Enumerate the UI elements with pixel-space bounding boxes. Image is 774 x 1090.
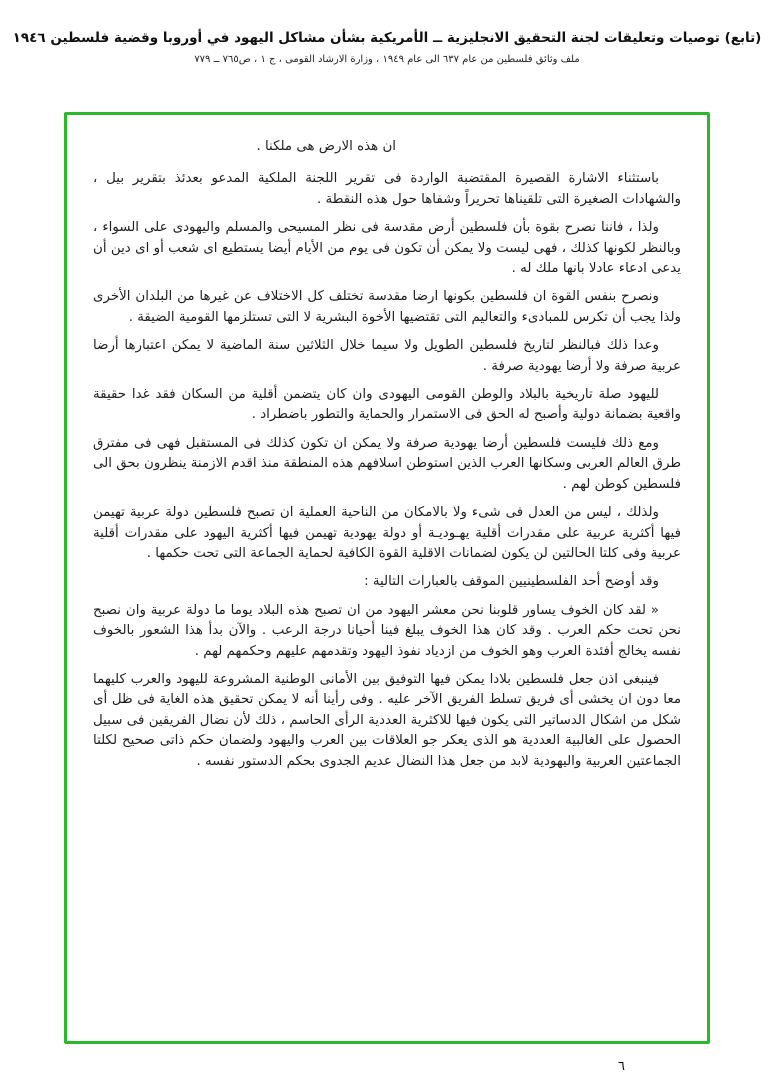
- page-header: [0, 0, 774, 65]
- document-frame: [64, 112, 710, 1044]
- paragraph-opening: ان هذه الارض هى ملكنا .: [256, 139, 396, 154]
- paragraph: لليهود صلة تاريخية بالبلاد والوطن القومى اليهودى وان كان يتضمن أقلية من السكان فقد غدا حقيقة واقعية بضمانة دولية وأصبح له الحق فى الاستمرار والحماية والتطور باضطراد .: [93, 387, 681, 423]
- page-number: ٦: [618, 1059, 625, 1074]
- paragraph: وعدا ذلك فبالنظر لتاريخ فلسطين الطويل ولا سيما خلال الثلاثين سنة الماضية لا يمكن اعتبارها أرضا عربية صرفة ولا أرضا يهودية صرفة .: [93, 338, 681, 374]
- paragraph: فينبغى اذن جعل فلسطين بلادا يمكن فيها التوفيق بين الأمانى الوطنية المشروعة لليهود والعرب كليهما معا دون ان يخشى أى فريق تسلط الفريق الآخر عليه . وفى رأينا أنه لا يمكن تحقيق هذه الغاية فى ظل أى شكل من اشكال الدساتير التى يكون فيها للاكثرية العددية الرأى الحاسم ، ذلك لأن نضال الفريقين فى سبيل الحصول على الغالبية العددية هو الذى يعكر جو العلاقات بين العرب واليهود ولضمان حكم ذاتى صحيح لكلتا الجماعتين العربية واليهودية لابد من جعل هذا النضال عديم الجدوى بحكم الدستور نفسه .: [93, 671, 681, 769]
- paragraph-quote: « لقد كان الخوف يساور قلوبنا نحن معشر اليهود من ان تصبح هذه البلاد يوما ما دولة عربية وان نصبح نحن تحت حكم العرب . وقد كان هذا الخوف يبلغ فينا أحيانا درجة الرعب . والآن بدأ هذا الشعور بالخوف نفسه يخالج أفئدة العرب وهو الخوف من ازدياد نفوذ اليهود وتقدمهم عليهم وحكمهم لهم .: [93, 602, 681, 659]
- header-source-citation: ملف وثائق فلسطين من عام ٦٣٧ الى عام ١٩٤٩ ، وزارة الارشاد القومى ، ج ١ ، ص٧٦٥ ــ ٧٧٩: [194, 54, 580, 65]
- paragraph: ولذا ، فاننا نصرح بقوة بأن فلسطين أرض مقدسة فى نظر المسيحى والمسلم واليهودى على السواء ، وبالنظر لكونها كذلك ، فهى ليست ولا يمكن أن تكون فى يوم من الأيام أيضا يستطيع اى شعب أو اى دين أن يدعى ادعاء عادلا بانها ملك له .: [93, 220, 681, 277]
- header-title: (تابع) توصيات وتعليقات لجنة التحقيق الانجليزية ــ الأمريكية بشأن مشاكل اليهود في أوروبا وقضية فلسطين ١٩٤٦: [12, 30, 762, 46]
- paragraph-lead-in: وقد أوضح أحد الفلسطينيين الموقف بالعبارات التالية :: [364, 574, 659, 590]
- paragraph: باستثناء الاشارة القصيرة المقتضبة الواردة فى تقرير اللجنة الملكية المدعو بعدئذ بتقرير بيل ، والشهادات الصغيرة التى تلقيناها تحريراً وشفاها حول هذه النقطة .: [93, 171, 681, 207]
- paragraph: ونصرح بنفس القوة ان فلسطين بكونها ارضا مقدسة تختلف كل الاختلاف عن غيرها من البلدان الأخرى ولذا يجب أن تكرس للمبادىء والتعاليم التى تقتضيها الأخوة البشرية لا التى تستلزمها القومية الضيقة .: [93, 289, 681, 325]
- paragraph: ولذلك ، ليس من العدل فى شىء ولا بالامكان من الناحية العملية ان تصبح فلسطين دولة عربية تهيمن فيها أكثرية عربية على مقدرات أقلية يهـوديـة أو دولة يهودية تهيمن فيها أكثرية اليهود على مقدرات أقلية عربية وفى كلتا الحالتين لن يكون لضمانات الاقلية القوة الكافية لحماية الجماعة التى تحت حكمها .: [93, 505, 681, 561]
- paragraph: ومع ذلك فليست فلسطين أرضا يهودية صرفة ولا يمكن ان تكون كذلك فى المستقبل فهى فى مفترق طرق العالم العربى وسكانها العرب الذين استوطن اسلافهم هذه المنطقة منذ اقدم الازمنة ينظرون بحق الى فلسطين كوطن لهم .: [93, 435, 681, 492]
- document-body: [93, 137, 681, 772]
